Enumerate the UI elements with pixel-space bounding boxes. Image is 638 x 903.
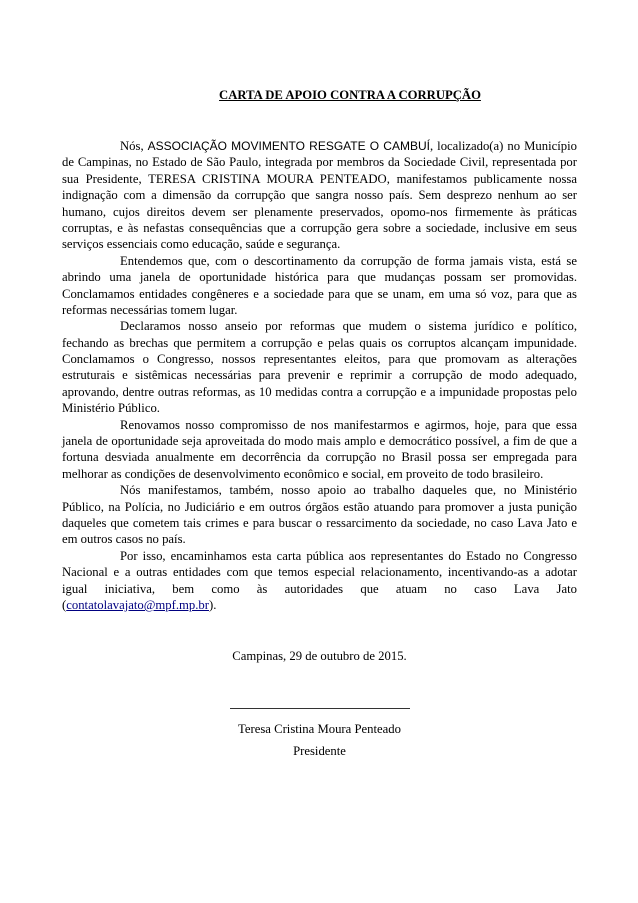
paragraph-line: igual iniciativa, bem como às autoridades que atuam no caso Lava Jato bbox=[62, 581, 577, 596]
paragraph-line: sua Presidente, TERESA CRISTINA MOURA PENTEADO, manifestamos publicamente nossa bbox=[62, 171, 577, 186]
paragraph-3 bbox=[62, 318, 577, 416]
paragraph-line: humano, cujos direitos devem ser plenamente preservados, opomo-nos firmemente às práticas bbox=[62, 204, 577, 219]
paragraph-line: em outros casos no país. bbox=[62, 532, 186, 547]
paragraph-line: Ministério Público. bbox=[62, 401, 160, 416]
paragraph-2 bbox=[62, 253, 577, 319]
paragraph-line: Conclamamos entidades congêneres e a sociedade para que se unam, em uma só voz, para que as bbox=[62, 286, 577, 301]
paragraph-line: Renovamos nosso compromisso de nos manifestarmos e agirmos, hoje, para que essa bbox=[120, 417, 577, 432]
paragraph-line: Público, na Polícia, no Judiciário e em outros órgãos estão atuando para promover a justa punição bbox=[62, 499, 577, 514]
signatory-role: Presidente bbox=[293, 744, 346, 758]
paragraph-line: fechando as brechas que permitem a corrupção e pelas quais os corruptos alcançam impunidade. bbox=[62, 335, 577, 350]
paragraph-line: daqueles que cometem tais crimes e para buscar o ressarcimento da sociedade, no caso Lava Jato e bbox=[62, 515, 577, 530]
paragraph-line: melhorar as condições de desenvolvimento econômico e social, em proveito de todo brasileiro. bbox=[62, 466, 544, 481]
paragraph-1 bbox=[62, 138, 577, 253]
paragraph-line: indignação com a dimensão da corrupção que sangra nosso país. Sem desprezo nenhum ao ser bbox=[62, 188, 577, 203]
paragraph-line: Nacional e a outras entidades com que temos especial relacionamento, incentivando-as a adotar bbox=[62, 565, 577, 580]
paragraph-line: corruptas, e às nefastas consequências que a corrupção gera sobre a sociedade, inclusive em seus bbox=[62, 220, 577, 235]
paragraph-line: reformas necessárias tomem lugar. bbox=[62, 302, 238, 317]
paragraph-line: janela de oportunidade seja aproveitada do modo mais amplo e democrático possível, a fim de que a bbox=[62, 434, 577, 449]
paragraph-line bbox=[62, 597, 577, 613]
paragraph-line: Entendemos que, com o descortinamento da corrupção de forma jamais vista, está se bbox=[120, 253, 577, 268]
paragraph-4 bbox=[62, 417, 577, 483]
organization-name: ASSOCIAÇÃO MOVIMENTO RESGATE O CAMBUÍ bbox=[147, 139, 430, 153]
paragraph-line bbox=[62, 138, 577, 154]
line-text: ( bbox=[62, 597, 67, 612]
paragraph-6 bbox=[62, 548, 577, 614]
email-link[interactable]: contatolavajato@mpf.mp.br bbox=[66, 597, 209, 612]
signature-line bbox=[230, 708, 410, 709]
paragraph-line: serviços essenciais como educação, saúde e segurança. bbox=[62, 237, 341, 252]
place-and-date: Campinas, 29 de outubro de 2015. bbox=[232, 649, 407, 663]
paragraph-5 bbox=[62, 482, 577, 548]
paragraph-line: estruturais e sistêmicas necessárias para prevenir e reprimir a corrupção de modo adequado, bbox=[62, 368, 577, 383]
paragraph-line: abrindo uma janela de oportunidade histórica para que mudanças possam ser promovidas. bbox=[62, 270, 577, 285]
document-title: CARTA DE APOIO CONTRA A CORRUPÇÃO bbox=[219, 88, 481, 102]
line-text: Nós, bbox=[120, 139, 148, 153]
paragraph-line: Por isso, encaminhamos esta carta pública aos representantes do Estado no Congresso bbox=[120, 548, 577, 563]
paragraph-line: aprovando, dentre outras reformas, as 10 medidas contra a corrupção e a impunidade propostas pelo bbox=[62, 384, 577, 399]
signatory-name: Teresa Cristina Moura Penteado bbox=[238, 722, 401, 736]
line-text: ). bbox=[208, 597, 217, 612]
paragraph-line: Conclamamos o Congresso, nossos representantes eleitos, para que promovam as alterações bbox=[62, 352, 577, 367]
paragraph-line: Declaramos nosso anseio por reformas que mudem o sistema jurídico e político, bbox=[120, 319, 577, 334]
paragraph-line: de Campinas, no Estado de São Paulo, integrada por membros da Sociedade Civil, representada por bbox=[62, 155, 577, 170]
letter-body bbox=[62, 138, 577, 613]
line-text: , localizado(a) no Município bbox=[429, 139, 577, 153]
paragraph-line: Nós manifestamos, também, nosso apoio ao trabalho daqueles que, no Ministério bbox=[120, 483, 577, 498]
paragraph-line: fortuna desviada anualmente em decorrência da corrupção no Brasil possa ser empregada para bbox=[62, 450, 577, 465]
